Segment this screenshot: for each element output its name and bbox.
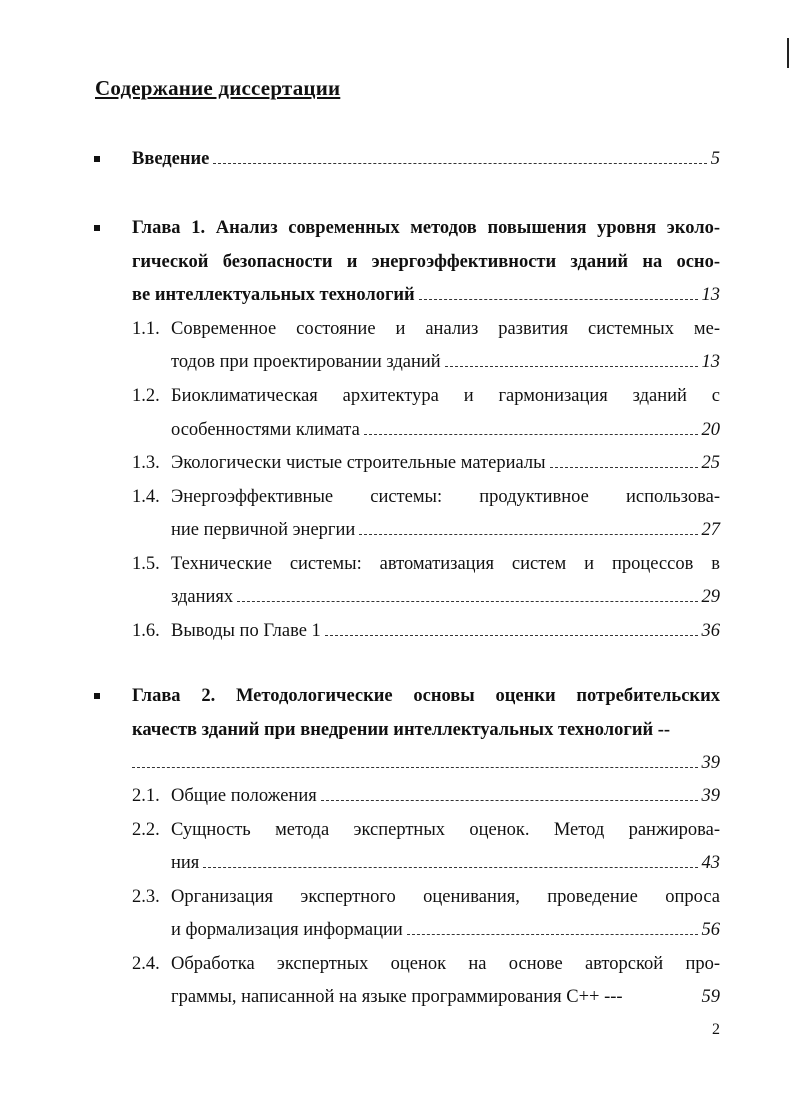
section-1-1-line1[interactable]: Современное состояние и анализ развития системных ме- [171, 319, 720, 339]
toc-entry-label: Введение [132, 149, 210, 169]
toc-page-number: 13 [701, 352, 720, 372]
toc-entry-label: особенностями климата [171, 420, 360, 440]
dot-leader [237, 601, 697, 602]
section-1-2-line1[interactable]: Биоклиматическая архитектура и гармонизация зданий с [171, 386, 720, 406]
section-number: 1.2. [132, 386, 160, 406]
section-1-3[interactable] [171, 451, 720, 475]
toc-page-number: 43 [701, 853, 720, 873]
toc-page-number: 39 [701, 786, 720, 806]
toc-page-number: 27 [701, 520, 720, 540]
chapter2-title-line1[interactable]: Глава 2. Методологические основы оценки потребительских [132, 686, 720, 706]
toc-entry-label: зданиях [171, 587, 234, 607]
dot-leader [321, 800, 698, 801]
toc-page-number: 5 [710, 149, 720, 169]
scan-mark [787, 38, 789, 68]
dot-leader [325, 635, 698, 636]
toc-entry-label: ния [171, 853, 200, 873]
toc-entry-label: Экологически чистые строительные материалы [171, 453, 546, 473]
bullet-icon [94, 693, 100, 699]
dot-leader [407, 934, 698, 935]
toc-page-number: 56 [701, 920, 720, 940]
toc-entry-label: Выводы по Главе 1 [171, 621, 321, 641]
toc-page-number: 20 [701, 420, 720, 440]
section-2-4-line1[interactable]: Обработка экспертных оценок на основе авторской про- [171, 954, 720, 974]
dot-leader [203, 867, 697, 868]
section-2-3-line2[interactable] [171, 918, 720, 942]
toc-page-number: 13 [701, 285, 720, 305]
chapter2-title-line2[interactable]: качеств зданий при внедрении интеллектуальных технологий -- [132, 720, 671, 740]
section-1-6[interactable] [171, 619, 720, 643]
section-2-2-line1[interactable]: Сущность метода экспертных оценок. Метод ранжирова- [171, 820, 720, 840]
dot-leader [213, 163, 706, 164]
toc-page-number: 39 [701, 753, 720, 773]
section-1-5-line2[interactable] [171, 585, 720, 609]
toc-page-number: 25 [701, 453, 720, 473]
section-number: 2.2. [132, 820, 160, 840]
chapter1-title-line1[interactable]: Глава 1. Анализ современных методов повышения уровня эколо- [132, 218, 720, 238]
dot-leader [550, 467, 698, 468]
toc-entry-label: граммы, написанной на языке программирования С++ --- [171, 987, 623, 1007]
dot-leader [359, 534, 697, 535]
dot-leader [445, 366, 698, 367]
chapter1-title-line2[interactable]: гической безопасности и энергоэффективности зданий на осно- [132, 252, 720, 272]
chapter1-title-line3[interactable] [132, 283, 720, 307]
toc-page-number: 36 [701, 621, 720, 641]
bullet-icon [94, 156, 100, 162]
toc-page-number: 29 [701, 587, 720, 607]
dot-leader [364, 434, 698, 435]
section-2-1[interactable] [171, 784, 720, 808]
section-number: 1.6. [132, 621, 160, 641]
chapter2-title-line3[interactable] [132, 751, 720, 775]
section-1-5-line1[interactable]: Технические системы: автоматизация систем и процессов в [171, 554, 720, 574]
toc-entry-label: ве интеллектуальных технологий [132, 285, 415, 305]
section-number: 1.4. [132, 487, 160, 507]
section-1-4-line1[interactable]: Энергоэффективные системы: продуктивное использова- [171, 487, 720, 507]
section-2-4-line2[interactable] [171, 985, 720, 1009]
page-title: Содержание диссертации [95, 76, 341, 100]
toc-entry-intro[interactable] [132, 147, 720, 171]
section-number: 1.3. [132, 453, 160, 473]
section-number: 2.4. [132, 954, 160, 974]
toc-entry-label: тодов при проектировании зданий [171, 352, 441, 372]
section-2-3-line1[interactable]: Организация экспертного оценивания, проведение опроса [171, 887, 720, 907]
dot-leader [419, 299, 698, 300]
toc-entry-label: Общие положения [171, 786, 317, 806]
section-number: 1.1. [132, 319, 160, 339]
section-number: 1.5. [132, 554, 160, 574]
section-1-2-line2[interactable] [171, 418, 720, 442]
section-2-2-line2[interactable] [171, 851, 720, 875]
section-1-1-line2[interactable] [171, 350, 720, 374]
section-number: 2.1. [132, 786, 160, 806]
toc-entry-label: и формализация информации [171, 920, 403, 940]
toc-page-number: 59 [701, 987, 720, 1007]
section-1-4-line2[interactable] [171, 518, 720, 542]
dot-leader [132, 767, 698, 768]
page-number: 2 [712, 1021, 720, 1038]
bullet-icon [94, 225, 100, 231]
section-number: 2.3. [132, 887, 160, 907]
toc-entry-label: ние первичной энергии [171, 520, 356, 540]
